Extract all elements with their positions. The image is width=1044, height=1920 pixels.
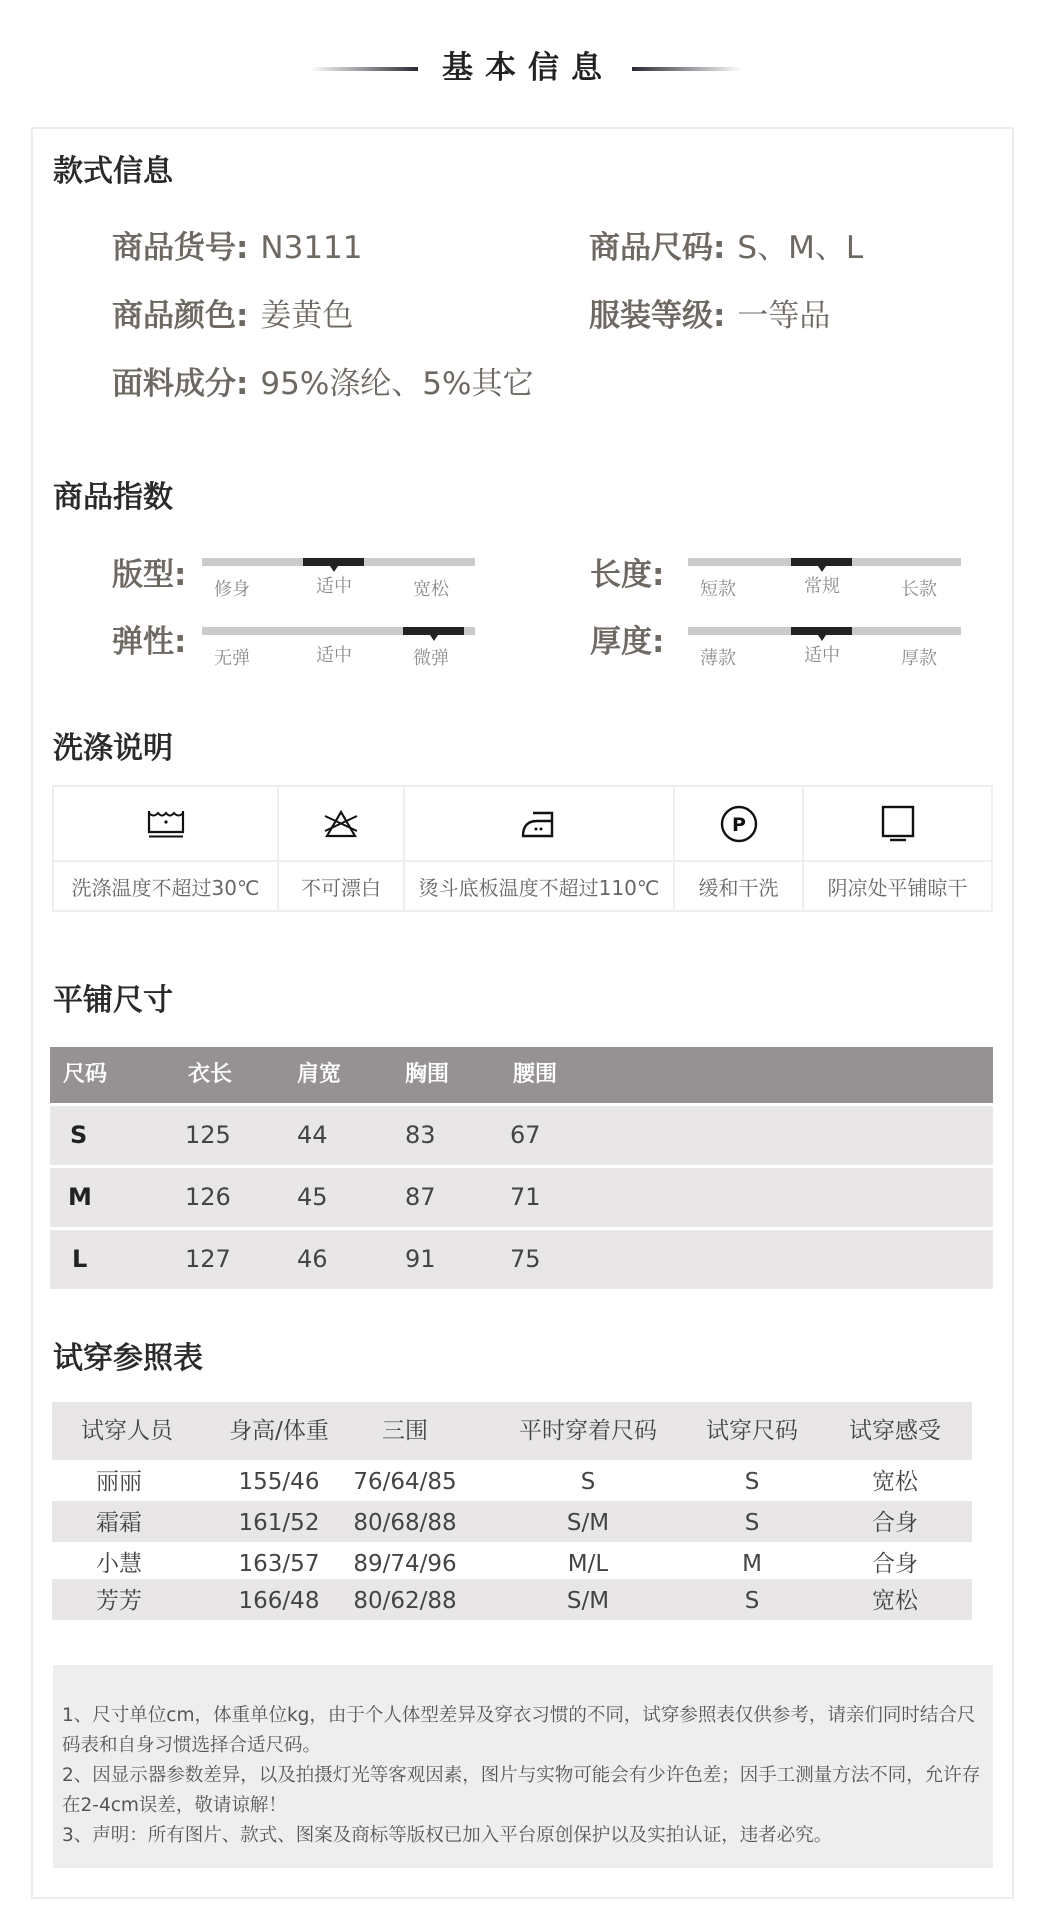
fit-table [52,1402,972,1620]
index-option: 长款 [901,579,937,600]
fit-cell: 合身 [872,1551,918,1577]
index-bar-indicator [403,627,464,635]
index-option: 宽松 [413,579,449,600]
index-options-fit [202,578,475,602]
fit-cell: M/L [567,1551,609,1577]
size-header-cell: 衣长 [188,1062,233,1087]
size-cell: S [70,1121,88,1149]
info-value: S、M、L [737,230,864,266]
fit-cell: 宽松 [872,1469,918,1495]
wash-item [279,787,405,910]
fit-cell: 76/64/85 [353,1469,457,1495]
info-label: 商品颜色: [112,298,249,334]
wash-table [52,785,993,912]
size-cell: M [68,1183,92,1211]
info-row-sizes [589,228,863,268]
wash-item [675,787,804,910]
fit-table-row [52,1542,972,1579]
index-bar-length [688,558,961,566]
size-table-row [50,1230,993,1289]
size-cell: 67 [510,1121,541,1149]
size-cell: 127 [185,1245,231,1273]
fit-cell: 80/68/88 [353,1510,457,1536]
wash-item [54,787,279,910]
fit-header-cell: 平时穿着尺码 [519,1418,657,1444]
fit-table-row [52,1501,972,1542]
fit-header-cell: 试穿尺码 [706,1418,798,1444]
index-option-selected: 微弹 [413,648,449,669]
size-cell: 75 [510,1245,541,1273]
size-table [50,1047,993,1289]
size-table-row [50,1168,993,1227]
index-options-length [688,578,961,602]
index-bar-elasticity [202,627,475,635]
fit-cell: 80/62/88 [353,1588,457,1614]
note-1: 1、尺寸单位cm，体重单位kg，由于个人体型差异及穿衣习惯的不同，试穿参照表仅供参考，请亲们同时结合尺码表和自身习惯选择合适尺码。 [62,1705,976,1756]
fit-cell: 89/74/96 [353,1551,457,1577]
info-row-color [112,296,353,336]
notes-box [53,1665,993,1868]
index-bar-indicator [791,558,852,566]
fit-cell: 合身 [872,1510,918,1536]
index-option: 薄款 [700,648,736,669]
page-title-text: 基本信息 [442,50,614,86]
size-cell: 83 [405,1121,436,1149]
index-label-fit: 版型: [112,557,187,593]
size-cell: 46 [297,1245,328,1273]
fit-cell: 166/48 [238,1588,320,1614]
size-cell: 125 [185,1121,231,1149]
fit-cell: 155/46 [238,1469,320,1495]
fit-cell: S [744,1510,760,1536]
title-decoration-right [632,67,742,71]
fit-cell: 宽松 [872,1588,918,1614]
size-cell: 87 [405,1183,436,1211]
section-title-product-index: 商品指数 [53,480,173,515]
index-options-thickness [688,647,961,671]
index-options-elasticity [202,647,475,671]
info-row-item-number [112,228,363,268]
fit-cell: S [580,1469,596,1495]
wash-text: 缓和干洗 [698,875,779,900]
iron-110-icon [405,787,673,862]
size-header-cell: 尺码 [63,1062,108,1087]
info-row-fabric [112,364,534,404]
dry-flat-shade-icon [804,787,991,862]
size-header-cell: 胸围 [405,1062,450,1087]
index-option: 厚款 [901,648,937,669]
info-label: 服装等级: [589,298,726,334]
fit-cell: S/M [566,1588,610,1614]
index-option: 无弹 [214,648,250,669]
size-cell: 71 [510,1183,541,1211]
note-2: 2、因显示器参数差异，以及拍摄灯光等客观因素，图片与实物可能会有少许色差；因手工测量方法不同，允许存在2-4cm误差，敬请谅解！ [62,1765,981,1816]
index-option-selected: 常规 [804,576,840,597]
size-header-cell: 肩宽 [297,1062,342,1087]
fit-header-cell: 身高/体重 [229,1418,329,1444]
wash-text: 不可漂白 [301,875,381,900]
fit-cell: M [742,1551,762,1577]
note-3: 3、声明：所有图片、款式、图案及商标等版权已加入平台原创保护以及实拍认证，违者必究。 [62,1825,833,1846]
fit-header-cell: 试穿感受 [849,1418,941,1444]
wash-text: 洗涤温度不超过30℃ [71,875,260,900]
index-option-selected: 适中 [316,576,352,597]
section-title-wash: 洗涤说明 [53,731,173,766]
index-bar-indicator [303,558,364,566]
fit-table-row [52,1579,972,1620]
info-value: N3111 [260,230,363,266]
info-label: 面料成分: [112,366,249,402]
index-option: 适中 [316,645,352,666]
index-option-selected: 适中 [804,645,840,666]
wash-30-icon [54,787,277,862]
svg-text:P: P [731,813,746,836]
size-cell: 126 [185,1183,231,1211]
index-bar-thickness [688,627,961,635]
section-title-size-table: 平铺尺寸 [53,983,173,1018]
fit-cell: 161/52 [238,1510,320,1536]
fit-table-row [52,1460,972,1501]
index-label-thickness: 厚度: [590,624,665,660]
fit-cell: 丽丽 [96,1469,142,1495]
wash-item [405,787,675,910]
size-header-cell: 腰围 [513,1062,558,1087]
index-label-length: 长度: [590,557,665,593]
wash-text: 阴凉处平铺晾干 [827,875,968,900]
fit-cell: S [744,1469,760,1495]
info-label: 商品尺码: [589,230,726,266]
index-label-elasticity: 弹性: [112,624,187,660]
fit-cell: 霜霜 [96,1510,142,1536]
fit-header-cell: 三围 [382,1418,428,1444]
size-cell: L [72,1245,88,1273]
info-value: 95%涤纶、5%其它 [260,366,534,402]
index-bar-fit [202,558,475,566]
fit-header-cell: 试穿人员 [81,1418,173,1444]
size-cell: 44 [297,1121,328,1149]
section-title-style-info: 款式信息 [53,154,173,189]
index-option: 短款 [700,579,736,600]
section-title-fit-table: 试穿参照表 [53,1341,203,1376]
info-value: 姜黄色 [260,298,354,334]
dry-clean-p-icon [675,787,802,862]
size-cell: 45 [297,1183,328,1211]
fit-cell: 芳芳 [96,1588,142,1614]
size-table-header [50,1047,993,1103]
index-bar-indicator [791,627,852,635]
info-row-grade [589,296,830,336]
no-bleach-icon [279,787,403,862]
fit-cell: S [744,1588,760,1614]
size-cell: 91 [405,1245,436,1273]
fit-cell: S/M [566,1510,610,1536]
size-table-row [50,1106,993,1165]
fit-table-header [52,1402,972,1460]
page-title [0,46,1044,90]
fit-cell: 小慧 [96,1551,142,1577]
wash-text: 烫斗底板温度不超过110℃ [418,875,660,900]
info-value: 一等品 [737,298,831,334]
fit-cell: 163/57 [238,1551,320,1577]
info-label: 商品货号: [112,230,249,266]
wash-item [804,787,991,910]
index-option: 修身 [214,579,250,600]
